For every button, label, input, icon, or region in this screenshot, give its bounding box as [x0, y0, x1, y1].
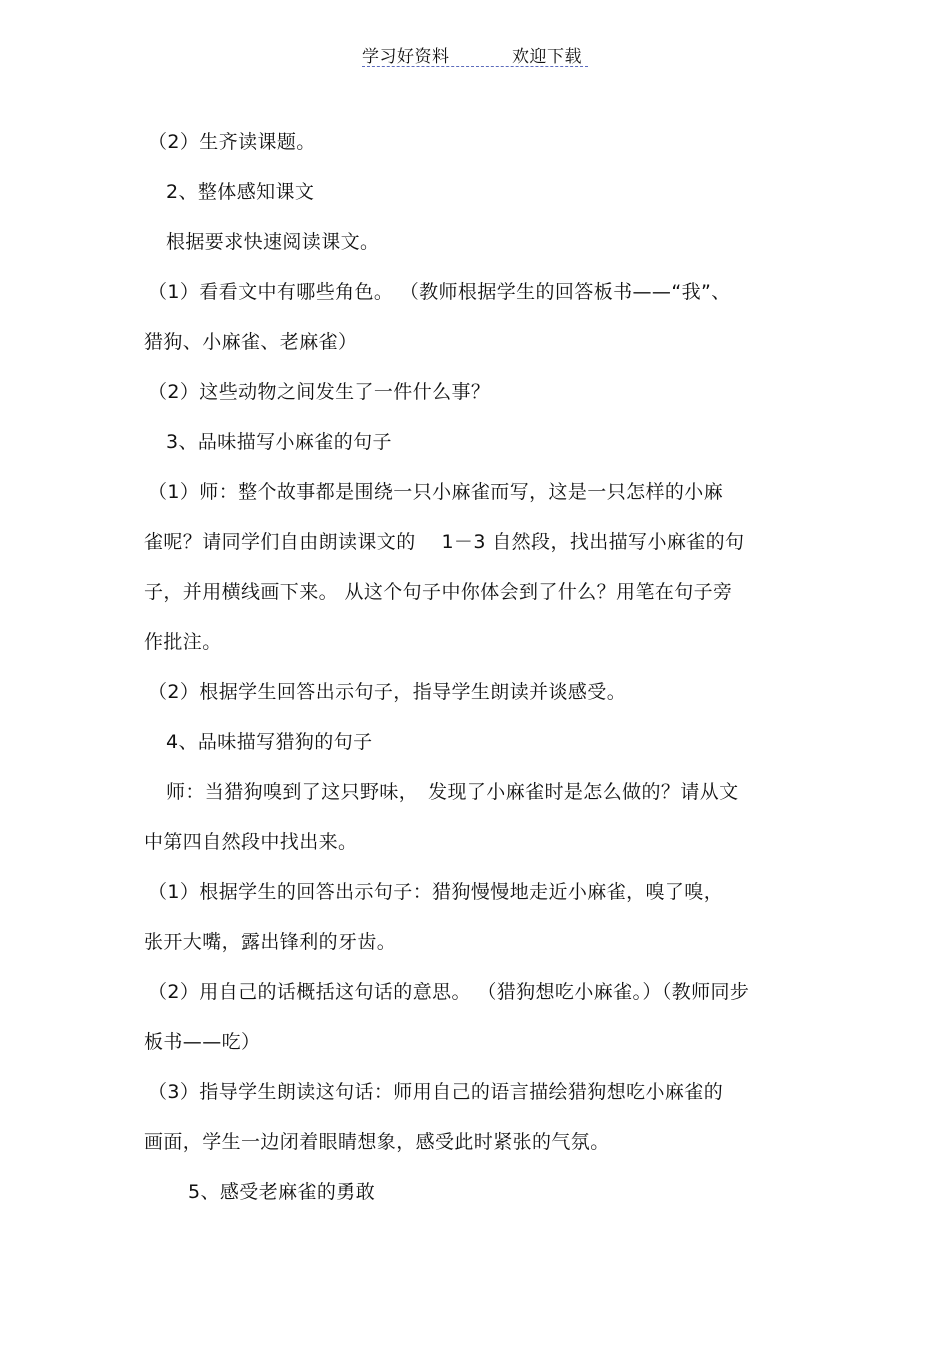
text-line: 根据要求快速阅读课文。: [166, 231, 380, 253]
page-header: [362, 40, 588, 67]
section-heading: 5、感受老麻雀的勇敢: [188, 1181, 376, 1203]
header-right-text: 欢迎下载: [512, 47, 582, 67]
text-line: 作批注。: [144, 631, 222, 653]
section-heading: 4、品味描写猎狗的句子: [166, 731, 373, 753]
section-heading: 2、整体感知课文: [166, 181, 315, 203]
text-line: （2）生齐读课题。: [148, 131, 316, 153]
text-line: 中第四自然段中找出来。: [144, 831, 358, 853]
text-line: （1）师：整个故事都是围绕一只小麻雀而写，这是一只怎样的小麻: [148, 481, 724, 503]
text-line: （2）用自己的话概括这句话的意思。 （猎狗想吃小麻雀。）（教师同步: [148, 981, 750, 1003]
text-line: （2）根据学生回答出示句子，指导学生朗读并谈感受。: [148, 681, 627, 703]
text-line: （3）指导学生朗读这句话：师用自己的语言描绘猎狗想吃小麻雀的: [148, 1081, 724, 1103]
header-left-text: 学习好资料: [362, 47, 450, 67]
text-line: （2）这些动物之间发生了一件什么事？: [148, 381, 491, 403]
text-line: 板书——吃）: [144, 1031, 261, 1053]
text-line: 雀呢？请同学们自由朗读课文的 1－3 自然段，找出描写小麻雀的句: [144, 531, 745, 553]
section-heading: 3、品味描写小麻雀的句子: [166, 431, 392, 453]
text-line: 子，并用横线画下来。 从这个句子中你体会到了什么？用笔在句子旁: [144, 581, 733, 603]
text-line: 猎狗、小麻雀、老麻雀）: [144, 331, 358, 353]
text-line: 师：当猎狗嗅到了这只野味， 发现了小麻雀时是怎么做的？请从文: [166, 781, 739, 803]
text-line: （1）看看文中有哪些角色。 （教师根据学生的回答板书——“我”、: [148, 281, 731, 303]
text-line: （1）根据学生的回答出示句子：猎狗慢慢地走近小麻雀，嗅了嗅，: [148, 881, 724, 903]
text-line: 张开大嘴，露出锋利的牙齿。: [144, 931, 397, 953]
text-line: 画面，学生一边闭着眼睛想象，感受此时紧张的气氛。: [144, 1131, 610, 1153]
